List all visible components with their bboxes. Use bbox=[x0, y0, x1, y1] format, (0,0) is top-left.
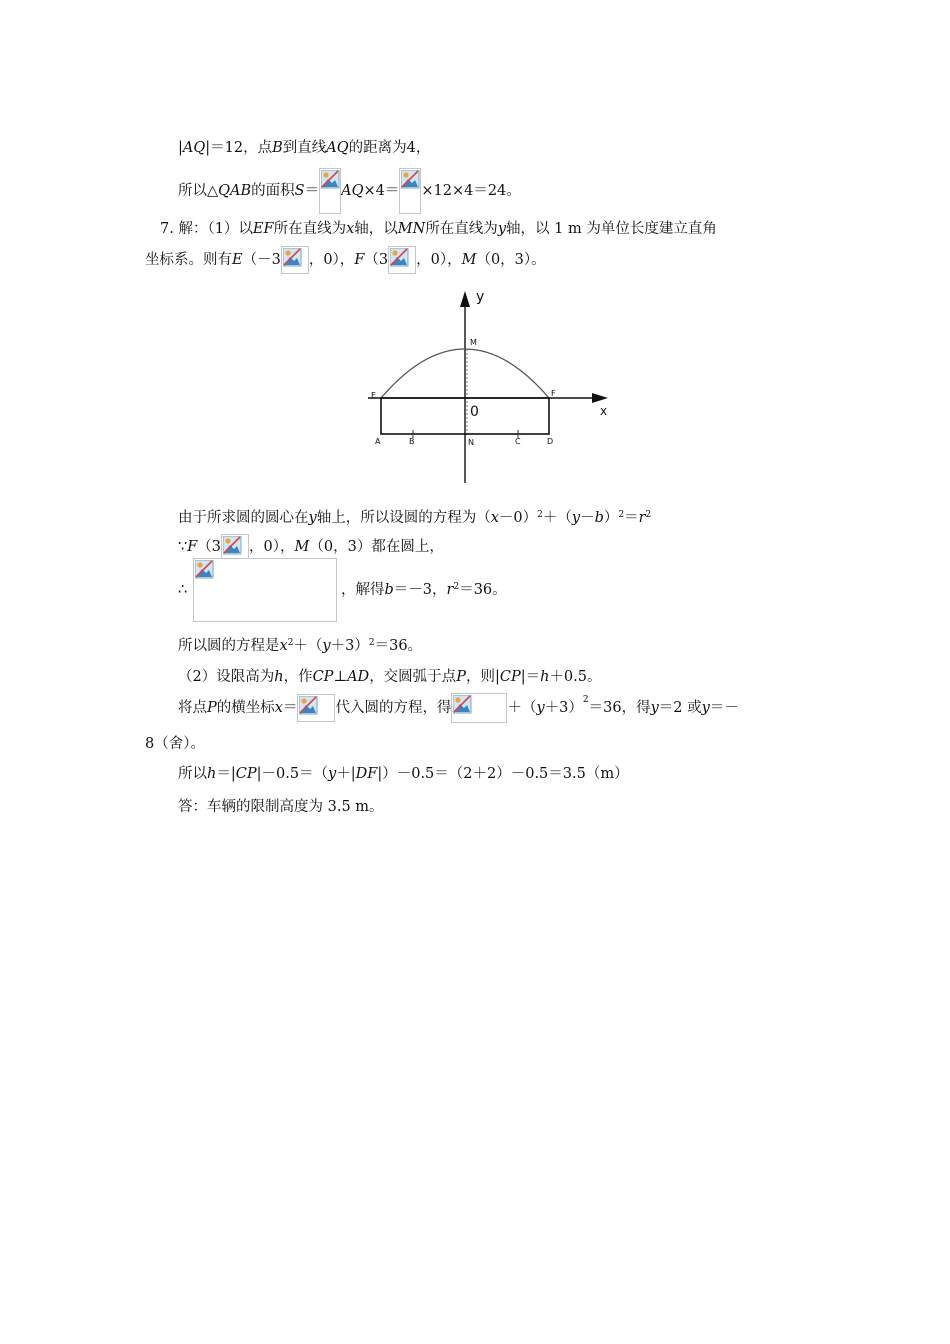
text: QAB bbox=[218, 183, 252, 199]
label-n: N bbox=[468, 438, 474, 447]
text: 代入圆的方程，得 bbox=[335, 700, 452, 716]
text: 2 bbox=[537, 510, 543, 520]
text: y bbox=[497, 221, 507, 237]
text: －0） bbox=[498, 510, 538, 526]
text-line-8 bbox=[178, 636, 422, 656]
text: ＝| bbox=[216, 766, 236, 782]
text: 轴，以 bbox=[354, 221, 398, 237]
text: CP bbox=[235, 766, 257, 782]
x-axis-arrow bbox=[592, 393, 608, 403]
text-line-5 bbox=[178, 508, 651, 528]
text: B bbox=[272, 140, 283, 156]
broken-image-icon bbox=[388, 246, 416, 274]
text: 轴，以 1 m 为单位长度建立直角 bbox=[506, 221, 717, 237]
text: ＋| bbox=[336, 766, 356, 782]
text: 所以圆的方程是 bbox=[178, 638, 280, 654]
origin-label: 0 bbox=[470, 404, 479, 420]
text: 所在直线为 bbox=[425, 221, 498, 237]
text: ＋3） bbox=[330, 638, 369, 654]
text-line-10 bbox=[178, 693, 739, 723]
label-m: M bbox=[470, 338, 477, 347]
text: ＋（ bbox=[293, 638, 323, 654]
text: ⊥ bbox=[333, 669, 348, 685]
text: 7. 解：（1）以 bbox=[160, 221, 253, 237]
text: S bbox=[294, 183, 305, 199]
label-f: F bbox=[551, 389, 556, 398]
text: h bbox=[207, 766, 217, 782]
text-line-1 bbox=[178, 138, 430, 158]
text: x bbox=[279, 638, 288, 654]
text: ＋3） bbox=[544, 700, 583, 716]
text: 2 bbox=[287, 638, 294, 648]
label-c: C bbox=[515, 437, 521, 446]
y-axis-arrow bbox=[460, 291, 470, 307]
text: DF bbox=[355, 766, 378, 782]
text: 2 bbox=[368, 638, 375, 648]
text: x bbox=[274, 700, 283, 716]
text: x bbox=[346, 221, 355, 237]
text: y bbox=[701, 700, 710, 716]
text: ，0）， bbox=[249, 539, 295, 555]
text: r bbox=[638, 510, 646, 526]
text: ＝36。 bbox=[374, 638, 423, 654]
text: 2 bbox=[645, 510, 652, 520]
text: ∵ bbox=[178, 539, 188, 555]
broken-image-icon bbox=[399, 168, 421, 214]
text: ＝ bbox=[304, 183, 320, 199]
label-e: E bbox=[371, 391, 377, 400]
text: ，交圆弧于点 bbox=[369, 669, 457, 685]
text-line-7-cont bbox=[341, 580, 507, 600]
broken-image-icon bbox=[297, 694, 335, 722]
text: y bbox=[308, 510, 317, 526]
text: r bbox=[446, 582, 454, 598]
text: M bbox=[294, 539, 310, 555]
text: h bbox=[274, 669, 284, 685]
text: 坐标系。则有 bbox=[145, 252, 232, 268]
text: 2 bbox=[453, 582, 460, 592]
text: AQ bbox=[182, 140, 206, 156]
text: 将点 bbox=[178, 700, 207, 716]
text: | bbox=[178, 140, 183, 156]
text: 的距离为4， bbox=[348, 140, 431, 156]
broken-image-icon bbox=[319, 168, 341, 214]
text: x bbox=[490, 510, 499, 526]
text: h bbox=[540, 669, 550, 685]
text: F bbox=[354, 252, 365, 268]
text: （2）设限高为 bbox=[178, 669, 275, 685]
text: （0，3）都在圆上， bbox=[309, 539, 444, 555]
text: （0，3）。 bbox=[476, 252, 546, 268]
text-line-6 bbox=[178, 534, 444, 560]
text: ×12×4＝24。 bbox=[421, 183, 521, 199]
text-line-4 bbox=[145, 246, 546, 274]
text: ＝－ bbox=[709, 700, 739, 716]
text: F bbox=[187, 539, 198, 555]
text: ∴ bbox=[178, 582, 188, 598]
text: ，0）， bbox=[308, 252, 355, 268]
y-axis-label: y bbox=[476, 289, 485, 305]
text: － bbox=[580, 510, 595, 526]
text-line-3 bbox=[160, 219, 717, 239]
text: ＝36，得 bbox=[588, 700, 651, 716]
text: 轴上，所以设圆的方程为（ bbox=[316, 510, 491, 526]
coordinate-figure bbox=[366, 289, 616, 485]
text: ＝2 或 bbox=[658, 700, 702, 716]
text: P bbox=[456, 669, 466, 685]
text: E bbox=[232, 252, 243, 268]
text: y bbox=[328, 766, 337, 782]
text: ，0）， bbox=[416, 252, 462, 268]
text: 所在直线为 bbox=[273, 221, 347, 237]
text: |）－0.5＝（2＋2）－0.5＝3.5（m） bbox=[377, 766, 629, 782]
text: b bbox=[384, 582, 394, 598]
label-b: B bbox=[409, 437, 415, 446]
x-axis-label: x bbox=[600, 404, 608, 418]
text-line-9 bbox=[178, 667, 602, 687]
text: AQ bbox=[341, 183, 364, 199]
text: ＝36。 bbox=[459, 582, 507, 598]
text: 由于所求圆的圆心在 bbox=[178, 510, 309, 526]
broken-image-icon bbox=[451, 693, 507, 723]
text: 2 bbox=[582, 695, 589, 705]
text: ） bbox=[603, 510, 619, 526]
text: 到直线 bbox=[282, 140, 327, 156]
text: 的横坐标 bbox=[216, 700, 275, 716]
text: （3 bbox=[197, 539, 222, 555]
text: y bbox=[650, 700, 659, 716]
text: ＝ bbox=[282, 700, 298, 716]
text: EF bbox=[252, 221, 274, 237]
text: |＝12，点 bbox=[205, 140, 273, 156]
text: 2 bbox=[618, 510, 625, 520]
text: ，解得 bbox=[341, 582, 385, 598]
text: 8（舍）。 bbox=[145, 736, 205, 752]
text: b bbox=[594, 510, 604, 526]
text: ＋0.5。 bbox=[549, 669, 602, 685]
text-line-2 bbox=[178, 168, 521, 214]
text: ＋（ bbox=[507, 700, 537, 716]
broken-image-icon bbox=[281, 246, 309, 274]
text: CP bbox=[499, 669, 521, 685]
broken-image-icon bbox=[193, 558, 337, 622]
text: 的面积 bbox=[251, 183, 295, 199]
text: M bbox=[461, 252, 477, 268]
text: ×4＝ bbox=[363, 183, 400, 199]
text: 所以△ bbox=[178, 183, 219, 199]
text: AD bbox=[347, 669, 370, 685]
text: ，作 bbox=[283, 669, 313, 685]
text: AQ bbox=[326, 140, 349, 156]
text: ＝－3， bbox=[393, 582, 447, 598]
text-line-11 bbox=[145, 734, 205, 754]
text-line-7 bbox=[178, 580, 187, 600]
text-line-12 bbox=[178, 764, 629, 784]
text: （3 bbox=[364, 252, 389, 268]
label-a: A bbox=[375, 437, 381, 446]
text: 所以 bbox=[178, 766, 207, 782]
text: ＝ bbox=[624, 510, 639, 526]
text: （－3 bbox=[242, 252, 281, 268]
text: ，则| bbox=[465, 669, 500, 685]
text: ＋（ bbox=[542, 510, 572, 526]
text: y bbox=[536, 700, 545, 716]
broken-image-icon bbox=[221, 534, 249, 560]
text: |＝ bbox=[520, 669, 541, 685]
text: |－0.5＝（ bbox=[256, 766, 329, 782]
label-d: D bbox=[547, 437, 554, 446]
text: y bbox=[322, 638, 331, 654]
text-line-13 bbox=[178, 797, 384, 817]
text: 答：车辆的限制高度为 3.5 m。 bbox=[178, 799, 384, 815]
text: CP bbox=[312, 669, 334, 685]
text: y bbox=[571, 510, 581, 526]
text: P bbox=[207, 700, 217, 716]
text: MN bbox=[397, 221, 426, 237]
